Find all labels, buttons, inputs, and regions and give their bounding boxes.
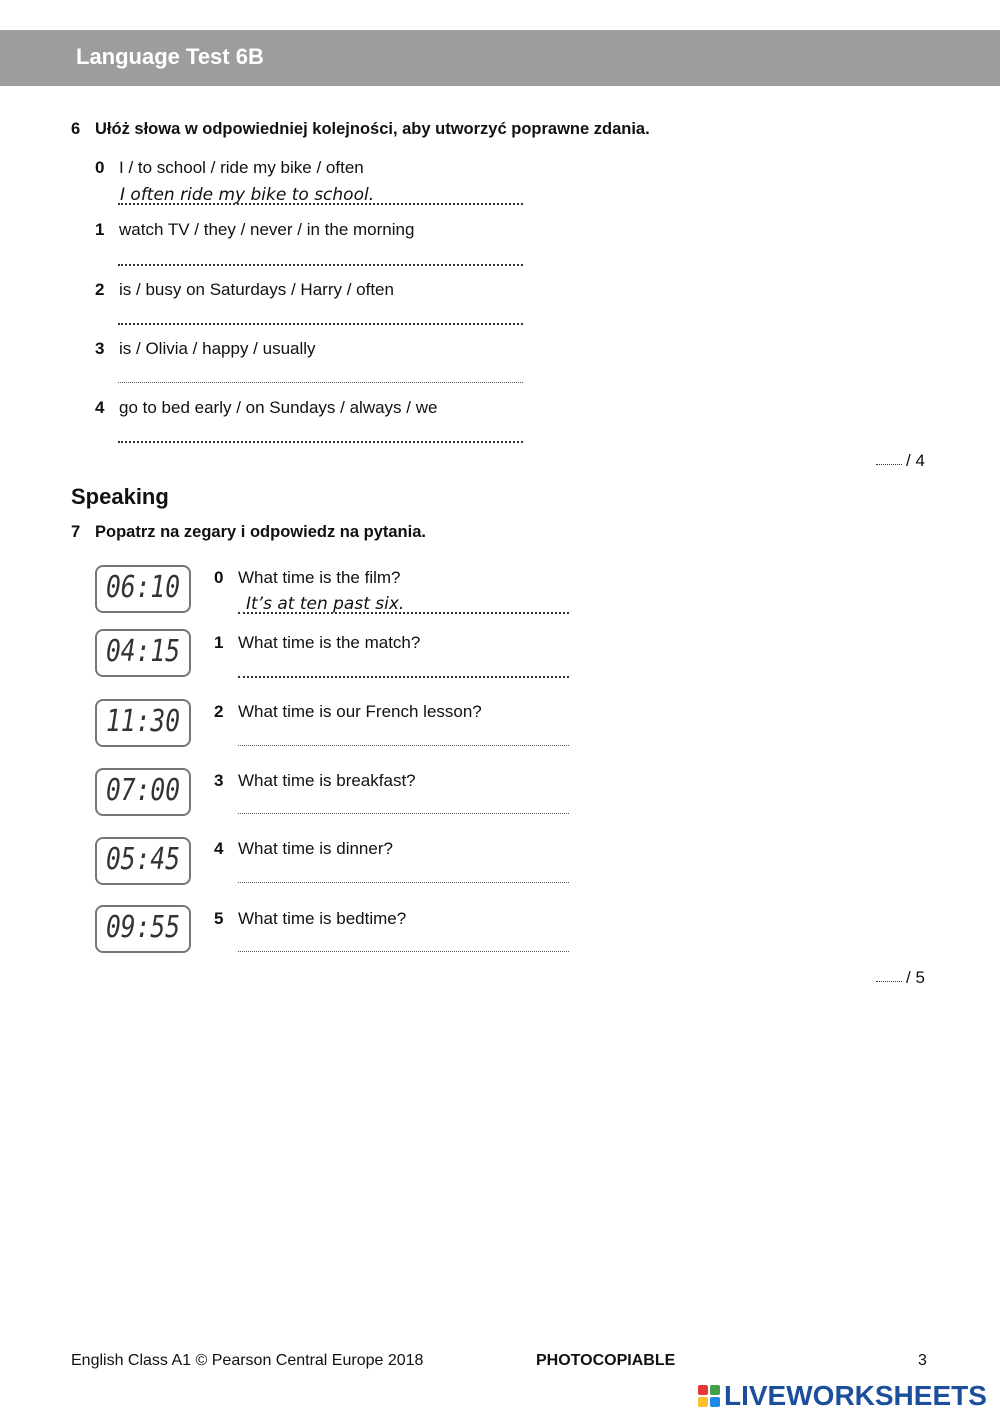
score-total: / 5 [906,968,925,987]
digital-clock [95,905,191,953]
footer-page-number: 3 [918,1352,927,1369]
liveworksheets-logo [698,1380,987,1412]
item-question: What time is our French lesson? [238,702,482,721]
item-number: 2 [214,702,224,721]
item-number: 1 [214,633,224,652]
digital-clock [95,565,191,613]
item-number: 1 [95,220,105,239]
item-prompt: I / to school / ride my bike / often [119,158,364,177]
item-number: 4 [214,839,224,858]
answer-input-line[interactable] [238,676,569,678]
item-question: What time is breakfast? [238,771,416,790]
digital-clock [95,768,191,816]
section-heading: Speaking [71,484,169,509]
item-number: 2 [95,280,105,299]
score-blank[interactable] [876,981,902,982]
digital-clock [95,629,191,677]
task-instruction: Ułóż słowa w odpowiedniej kolejności, aby utworzyć poprawne zdania. [95,120,650,138]
liveworksheets-text: LIVEWORKSHEETS [724,1380,987,1411]
liveworksheets-logo-icon [698,1385,720,1407]
item-prompt: is / Olivia / happy / usually [119,339,316,358]
item-number: 5 [214,909,224,928]
example-answer: I often ride my bike to school. [120,185,375,205]
clock-time: 07:00 [105,773,181,808]
answer-input-line[interactable] [118,264,523,266]
item-question: What time is the match? [238,633,421,652]
item-prompt: watch TV / they / never / in the morning [119,220,415,239]
clock-time: 06:10 [105,570,181,605]
digital-clock [95,837,191,885]
answer-input-line[interactable] [118,382,523,383]
item-number: 4 [95,398,105,417]
answer-line [118,203,523,205]
score-box [876,451,925,471]
answer-input-line[interactable] [238,745,569,746]
clock-time: 04:15 [105,634,181,669]
clock-time: 09:55 [105,910,181,945]
item-number: 3 [214,771,224,790]
answer-input-line[interactable] [238,882,569,883]
score-blank[interactable] [876,464,902,465]
example-answer: It’s at ten past six. [246,594,405,614]
clock-time: 05:45 [105,842,181,877]
item-number: 0 [214,568,224,587]
answer-input-line[interactable] [238,951,569,952]
header-bar [0,30,1000,86]
footer-copyright: English Class A1 © Pearson Central Europe 2018 [71,1352,424,1369]
task-number: 6 [71,120,81,138]
answer-input-line[interactable] [238,813,569,814]
item-prompt: is / busy on Saturdays / Harry / often [119,280,394,299]
answer-line [238,612,569,614]
digital-clock [95,699,191,747]
clock-time: 11:30 [105,704,181,739]
item-number: 3 [95,339,105,358]
item-prompt: go to bed early / on Sundays / always / we [119,398,438,417]
footer-photocopiable: PHOTOCOPIABLE [536,1352,676,1369]
task-instruction: Popatrz na zegary i odpowiedz na pytania. [95,523,426,541]
score-total: / 4 [906,451,925,470]
score-box [876,968,925,988]
item-question: What time is bedtime? [238,909,407,928]
task-number: 7 [71,523,81,541]
answer-input-line[interactable] [118,323,523,325]
item-question: What time is the film? [238,568,401,587]
answer-input-line[interactable] [118,441,523,443]
item-number: 0 [95,158,105,177]
item-question: What time is dinner? [238,839,393,858]
page-title: Language Test 6B [76,44,264,69]
